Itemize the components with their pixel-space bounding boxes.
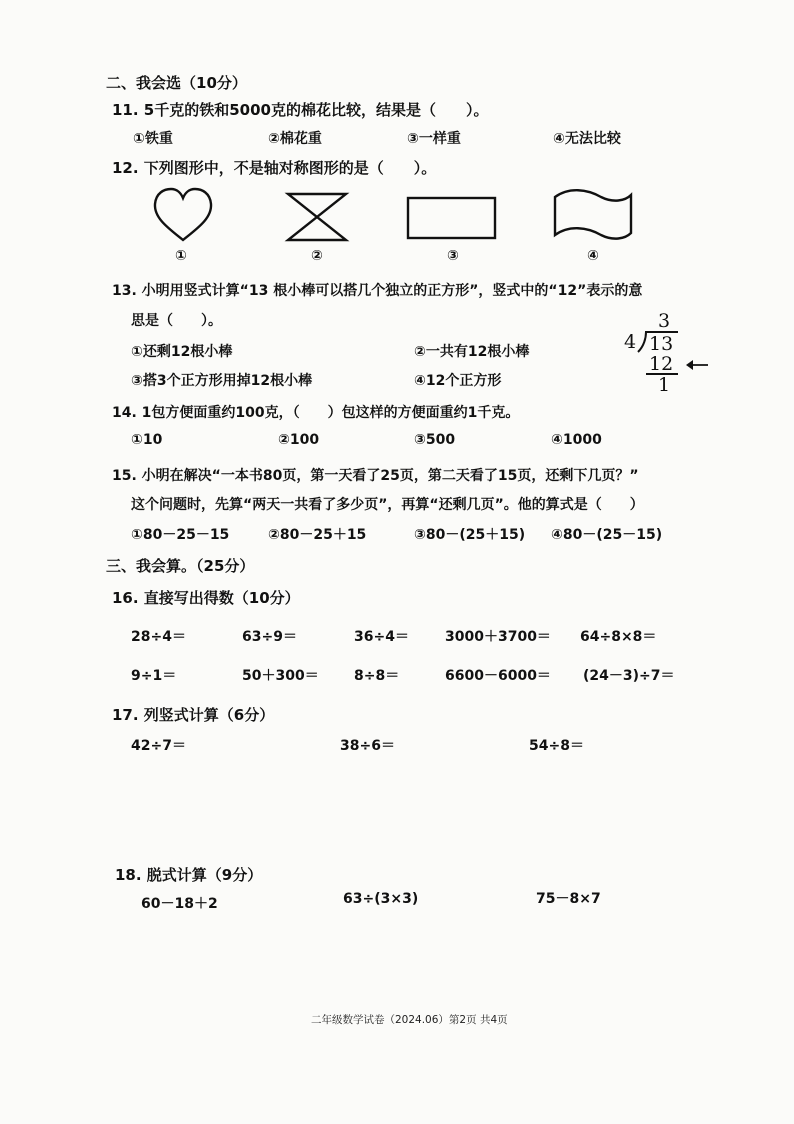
- q16-title: 16. 直接写出得数（10分）: [112, 589, 300, 607]
- q18-item-1: 60－18＋2: [141, 896, 218, 912]
- q17-item-1: 42÷7＝: [131, 738, 186, 754]
- arrow-left-icon: [684, 358, 710, 372]
- q12-label-1: ①: [175, 248, 187, 264]
- q13-option-1: ①还剩12根小棒: [131, 344, 233, 360]
- q16-row2-item-1: 9÷1＝: [131, 668, 177, 684]
- q15-option-1: ①80－25－15: [131, 527, 230, 543]
- q13-stem-line1: 13. 小明用竖式计算“13 根小棒可以搭几个独立的正方形”，竖式中的“12”表示的意: [112, 283, 643, 299]
- q13-option-2: ②一共有12根小棒: [414, 344, 530, 360]
- q14-option-1: ①10: [131, 432, 163, 448]
- q15-option-3: ③80－(25＋15): [414, 527, 526, 543]
- division-quotient: 3: [658, 310, 671, 332]
- q14-option-2: ②100: [278, 432, 320, 448]
- q12-label-3: ③: [447, 248, 459, 264]
- page-footer: 二年级数学试卷（2024.06）第2页 共4页: [311, 1014, 508, 1026]
- q16-row1-item-4: 3000＋3700＝: [445, 629, 551, 645]
- q17-item-2: 38÷6＝: [340, 738, 395, 754]
- q16-row2-item-3: 8÷8＝: [354, 668, 400, 684]
- q12-stem: 12. 下列图形中，不是轴对称图形的是（ ）。: [112, 159, 437, 177]
- q11-option-2: ②棉花重: [268, 131, 322, 147]
- q16-row2-item-4: 6600－6000＝: [445, 668, 551, 684]
- q11-option-3: ③一样重: [407, 131, 461, 147]
- q14-stem: 14. 1包方便面重约100克，（ ）包这样的方便面重约1千克。: [112, 405, 520, 421]
- q15-stem-line2: 这个问题时，先算“两天一共看了多少页”，再算“还剩几页”。他的算式是（ ）: [131, 497, 644, 513]
- q18-item-2: 63÷(3×3): [343, 891, 419, 907]
- q16-row1-item-3: 36÷4＝: [354, 629, 409, 645]
- q17-item-3: 54÷8＝: [529, 738, 584, 754]
- q18-title: 18. 脱式计算（9分）: [115, 866, 263, 884]
- division-dividend: 13: [649, 333, 674, 355]
- q18-item-3: 75－8×7: [536, 891, 601, 907]
- division-divisor: 4: [624, 331, 637, 353]
- q14-option-4: ④1000: [551, 432, 602, 448]
- rectangle-icon: [407, 196, 497, 240]
- q13-option-4: ④12个正方形: [414, 373, 502, 389]
- q15-option-4: ④80－(25－15): [551, 527, 663, 543]
- q15-stem-line1: 15. 小明在解决“一本书80页，第一天看了25页，第二天看了15页，还剩下几页？”: [112, 468, 639, 484]
- q15-option-2: ②80－25＋15: [268, 527, 367, 543]
- q11-option-4: ④无法比较: [553, 131, 621, 147]
- q12-label-2: ②: [311, 248, 323, 264]
- q11-option-1: ①铁重: [133, 131, 173, 147]
- q11-stem: 11. 5千克的铁和5000克的棉花比较，结果是（ ）。: [112, 101, 489, 119]
- hourglass-icon: [286, 192, 348, 242]
- q13-option-3: ③搭3个正方形用掉12根小棒: [131, 373, 313, 389]
- q16-row2-item-2: 50＋300＝: [242, 668, 319, 684]
- division-product: 12: [649, 353, 674, 375]
- q16-row1-item-5: 64÷8×8＝: [580, 629, 657, 645]
- q13-stem-line2: 思是（ ）。: [131, 313, 222, 329]
- q14-option-3: ③500: [414, 432, 456, 448]
- q17-title: 17. 列竖式计算（6分）: [112, 706, 275, 724]
- division-remainder: 1: [658, 374, 671, 396]
- heart-icon: [152, 188, 214, 242]
- q16-row2-item-5: (24－3)÷7＝: [583, 668, 675, 684]
- section-3-title: 三、我会算。（25分）: [106, 557, 255, 575]
- section-2-title: 二、我会选（10分）: [106, 74, 247, 92]
- q16-row1-item-1: 28÷4＝: [131, 629, 186, 645]
- q12-label-4: ④: [587, 248, 599, 264]
- wavy-flag-icon: [553, 189, 633, 241]
- q16-row1-item-2: 63÷9＝: [242, 629, 297, 645]
